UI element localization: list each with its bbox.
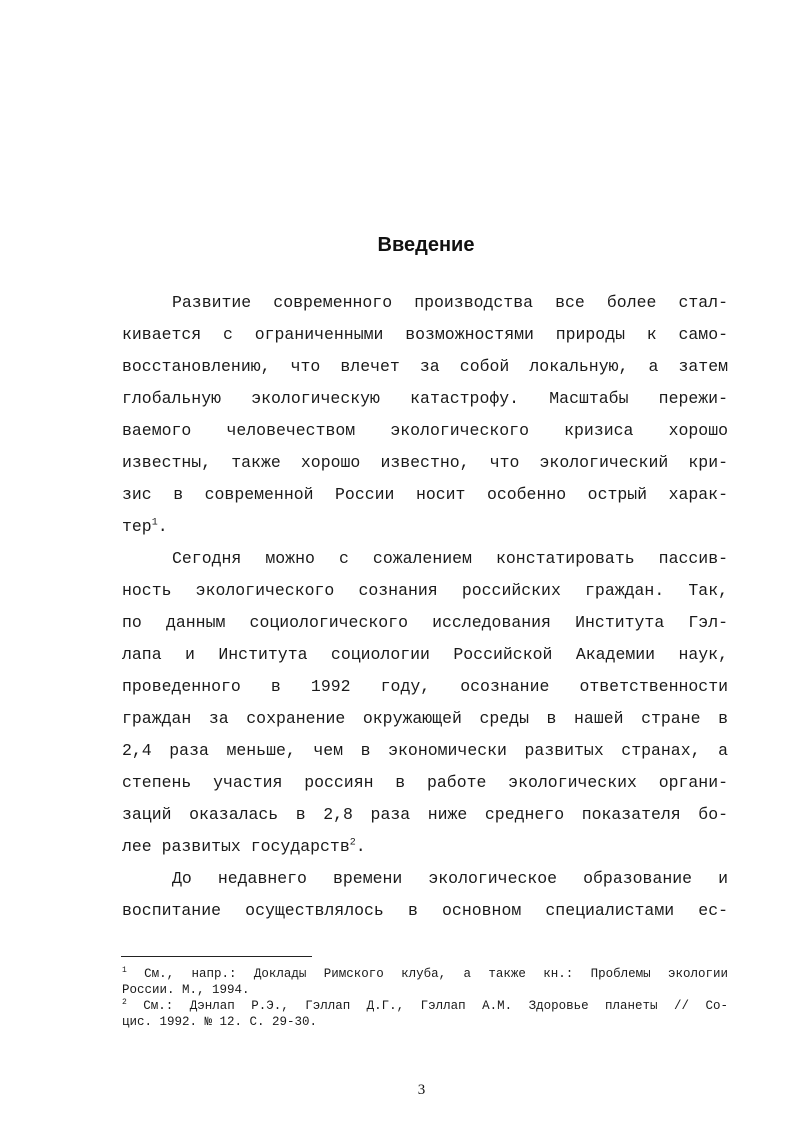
paragraph-2-line: лапа и Института социологии Российской Академии наук, [122,645,728,664]
paragraph-2-line: Сегодня можно с сожалением констатировать пассив- [172,549,728,568]
footnote-2-text: См.: Дэнлап Р.Э., Гэллап Д.Г., Гэллап А.М. Здоровье планеты // Со- [126,999,728,1013]
footnote-1-text: См., напр.: Доклады Римского клуба, а также кн.: Проблемы экологии [126,967,728,981]
footnote-ref-1[interactable]: 1 [151,517,158,529]
footnote-2-continuation: цис. 1992. № 12. С. 29-30. [122,1015,318,1029]
footnote-1-marker: 1 [122,965,127,975]
paragraph-2-line: 2,4 раза меньше, чем в экономически развитых странах, а [122,741,728,760]
paragraph-1-period: . [157,517,168,536]
paragraph-1-line: Развитие современного производства все более стал- [172,293,728,312]
footnote-1-continuation: России. М., 1994. [122,983,250,997]
paragraph-1-line: восстановлению, что влечет за собой локальную, а затем [122,357,728,376]
footnote-2 [122,998,728,1014]
footnote-2-marker: 2 [122,997,127,1007]
paragraph-1-last-line [122,517,728,537]
paragraph-1-line: зис в современной России носит особенно острый харак- [122,485,728,504]
paragraph-2-line: проведенного в 1992 году, осознание ответственности [122,677,728,696]
footnote-1 [122,966,728,982]
paragraph-2-line: ность экологического сознания российских граждан. Так, [122,581,728,600]
page-number: 3 [417,1082,426,1098]
paragraph-1-line: известны, также хорошо известно, что экологический кри- [122,453,728,472]
footnote-ref-2[interactable]: 2 [349,837,356,849]
paragraph-1-line: ваемого человечеством экологического кризиса хорошо [122,421,728,440]
paragraph-3-line: До недавнего времени экологическое образование и [172,869,728,888]
page-title: Введение [377,234,475,256]
paragraph-1-text: тер [122,517,152,536]
paragraph-3-line: воспитание осуществлялось в основном специалистами ес- [122,901,728,920]
footnote-divider [121,956,312,957]
paragraph-1-line: кивается с ограниченными возможностями природы к само- [122,325,728,344]
paragraph-2-last-line [122,837,728,857]
paragraph-1-line: глобальную экологическую катастрофу. Масштабы пережи- [122,389,728,408]
paragraph-2-period: . [355,837,366,856]
paragraph-2-line: граждан за сохранение окружающей среды в нашей стране в [122,709,728,728]
paragraph-2-line: по данным социологического исследования Института Гэл- [122,613,728,632]
paragraph-2-line: заций оказалась в 2,8 раза ниже среднего показателя бо- [122,805,728,824]
paragraph-2-text: лее развитых государств [122,837,350,856]
paragraph-2-line: степень участия россиян в работе экологических органи- [122,773,728,792]
